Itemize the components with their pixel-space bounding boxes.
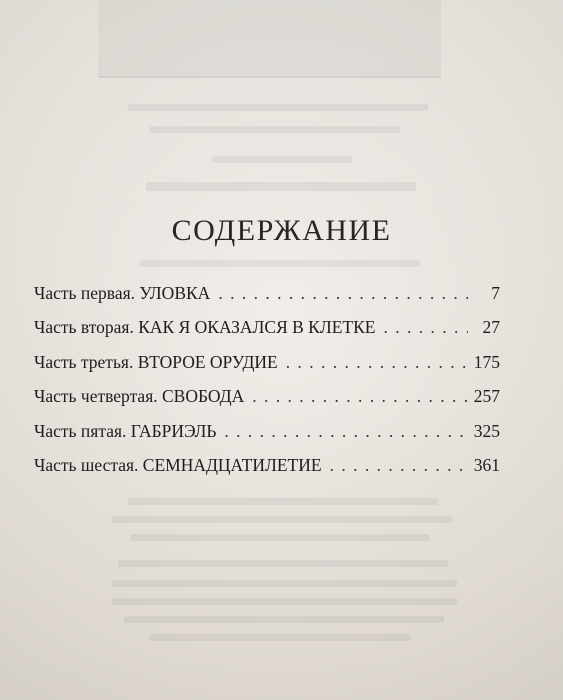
show-through-line — [212, 156, 352, 163]
toc-entry — [34, 283, 500, 317]
toc-entry — [34, 352, 500, 386]
show-through-line — [150, 126, 400, 133]
toc-entry-title: Часть первая. УЛОВКА — [34, 283, 211, 303]
show-through-line — [124, 616, 444, 623]
toc-dot-leader — [383, 317, 468, 338]
toc-entry-page: 7 — [491, 283, 500, 303]
toc-entry-page: 257 — [473, 386, 500, 407]
show-through-line — [130, 534, 430, 541]
toc-entry-title: Часть третья. ВТОРОЕ ОРУДИЕ — [34, 351, 278, 372]
toc-entry-title: Часть вторая. КАК Я ОКАЗАЛСЯ В КЛЕТКЕ — [34, 317, 376, 338]
toc-entry-page: 175 — [473, 351, 500, 372]
toc-entry-page: 361 — [473, 454, 500, 475]
show-through-block — [98, 0, 441, 78]
toc-dot-leader — [286, 352, 468, 373]
toc-entry-page: 27 — [482, 317, 500, 338]
show-through-line — [146, 182, 416, 191]
contents-heading: СОДЕРЖАНИЕ — [171, 214, 392, 247]
show-through-line — [112, 580, 457, 587]
toc-entry — [34, 455, 500, 489]
show-through-line — [150, 634, 410, 641]
show-through-line — [118, 560, 448, 567]
toc-entry — [34, 386, 500, 420]
toc-entry-page: 325 — [473, 420, 500, 441]
toc-entry — [34, 317, 500, 351]
toc-dot-leader — [224, 421, 467, 442]
toc-entry — [34, 421, 500, 455]
toc-dot-leader — [218, 283, 468, 304]
show-through-line — [128, 498, 438, 505]
show-through-line — [140, 260, 420, 267]
toc-dot-leader — [330, 455, 468, 476]
toc-entry-title: Часть пятая. ГАБРИЭЛЬ — [34, 420, 217, 441]
show-through-line — [112, 516, 452, 523]
toc-dot-leader — [252, 386, 467, 407]
show-through-line — [112, 598, 457, 605]
toc-entry-title: Часть шестая. СЕМНАДЦАТИЛЕТИЕ — [34, 454, 322, 475]
table-of-contents — [34, 283, 500, 489]
show-through-line — [128, 104, 428, 111]
toc-entry-title: Часть четвертая. СВОБОДА — [34, 386, 245, 407]
